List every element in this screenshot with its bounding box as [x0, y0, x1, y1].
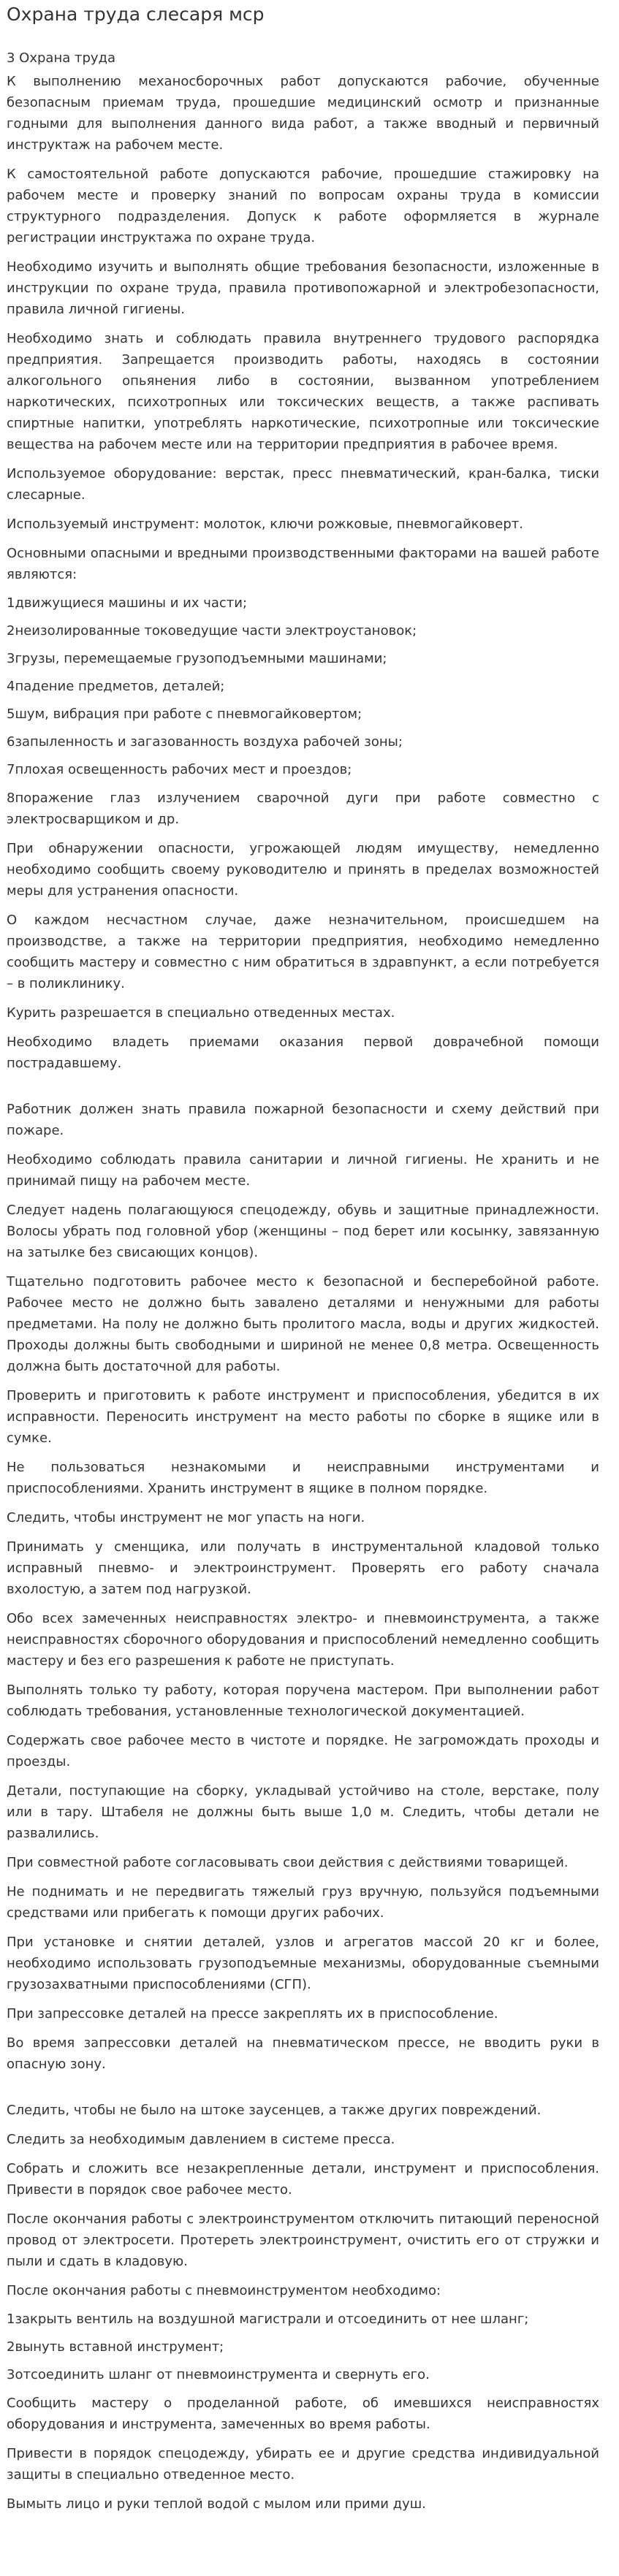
paragraph: При установке и снятии деталей, узлов и агрегатов массой 20 кг и более, необходимо использовать грузоподъемные механизмы, оборудованные съемными грузозахватными приспособлениями (СГП).	[7, 1935, 599, 1992]
paragraph: К выполнению механосборочных работ допускаются рабочие, обученные безопасным приемам труда, прошедшие медицинский осмотр и признанные годными для выполнения данного вида работ, а также вводный и первичный инструктаж на рабочем месте.	[7, 74, 599, 153]
paragraph: Основными опасными и вредными производственными факторами на вашей работе являются:	[7, 546, 599, 582]
paragraph: Необходимо знать и соблюдать правила внутреннего трудового распорядка предприятия. Запрещается производить работы, находясь в состоянии алкогольного опьянения либо в состоянии, вызванном употреблением наркотических, психотропных или токсических веществ, а также распивать спиртные напитки, употреблять наркотические, психотропные или токсические вещества на рабочем месте или на территории предприятия в рабочее время.	[7, 331, 599, 452]
section-heading: 3 Охрана труда	[7, 50, 116, 66]
paragraph: Собрать и сложить все незакрепленные детали, инструмент и приспособления. Привести в порядок свое рабочее место.	[7, 2161, 599, 2198]
paragraph: Выполнять только ту работу, которая поручена мастером. При выполнении работ соблюдать требования, установленные технологической документацией.	[7, 1683, 599, 1719]
paragraph: Тщательно подготовить рабочее место к безопасной и бесперебойной работе. Рабочее место не должно быть завалено деталями и ненужными для работы предметами. На полу не должно быть пролитого масла, воды и других жидкостей. Проходы должны быть свободными и шириной не менее 0,8 метра. Освещенность должна быть достаточной для работы.	[7, 1274, 599, 1374]
paragraph: Используемый инструмент: молоток, ключи рожковые, пневмогайковерт.	[7, 517, 523, 532]
page-title: Охрана труда слесаря мср	[7, 4, 265, 25]
list-item: 5шум, вибрация при работе с пневмогайковертом;	[7, 706, 362, 722]
paragraph: При совместной работе согласовывать свои действия с действиями товарищей.	[7, 1855, 569, 1870]
paragraph: Используемое оборудование: верстак, пресс пневматический, кран-балка, тиски слесарные.	[7, 466, 599, 503]
paragraph: К самостоятельной работе допускаются рабочие, прошедшие стажировку на рабочем месте и проверку знаний по вопросам охраны труда в комиссии структурного подразделения. Допуск к работе оформляется в журнале регистрации инструктажа по охране труда.	[7, 167, 599, 245]
paragraph: При запрессовке деталей на прессе закреплять их в приспособление.	[7, 2006, 498, 2021]
paragraph: Принимать у сменщика, или получать в инструментальной кладовой только исправный пневмо- и электроинструмент. Проверять его работу сначала вхолостую, а затем под нагрузкой.	[7, 1539, 599, 1597]
paragraph: О каждом несчастном случае, даже незначительном, происшедшем на производстве, а также на территории предприятия, необходимо немедленно сообщить мастеру и совместно с ним обратиться в здравпункт, а если потребуется – в поликлинику.	[7, 912, 599, 991]
paragraph: После окончания работы с пневмоинструментом необходимо:	[7, 2283, 441, 2298]
paragraph: Привести в порядок спецодежду, убирать ее и другие средства индивидуальной защиты в специально отведенное место.	[7, 2446, 599, 2482]
list-item: 1закрыть вентиль на воздушной магистрали и отсоединить от нее шланг;	[7, 2312, 529, 2327]
list-item: 3грузы, перемещаемые грузоподъемными машинами;	[7, 651, 387, 666]
paragraph: Следить, чтобы инструмент не мог упасть на ноги.	[7, 1510, 365, 1525]
paragraph: Следить, чтобы не было на штоке заусенцев, а также других повреждений.	[7, 2103, 542, 2118]
list-item: 1движущиеся машины и их части;	[7, 595, 248, 611]
paragraph: Во время запрессовки деталей на пневматическом прессе, не вводить руки в опасную зону.	[7, 2035, 599, 2072]
paragraph: Необходимо соблюдать правила санитарии и личной гигиены. Не хранить и не принимай пищу на рабочем месте.	[7, 1152, 599, 1189]
paragraph: Детали, поступающие на сборку, укладывай устойчиво на столе, верстаке, полу или в тару. Штабеля не должны быть выше 1,0 м. Следить, чтобы детали не развалились.	[7, 1783, 599, 1841]
paragraph: Не пользоваться незнакомыми и неисправными инструментами и приспособлениями. Хранить инструмент в ящике в полном порядке.	[7, 1460, 599, 1496]
paragraph: Проверить и приготовить к работе инструмент и приспособления, убедится в их исправности. Переносить инструмент на место работы по сборке в ящике или в сумке.	[7, 1388, 599, 1446]
paragraph: Не поднимать и не передвигать тяжелый груз вручную, пользуйся подъемными средствами или прибегать к помощи других рабочих.	[7, 1884, 599, 1921]
paragraph: Содержать свое рабочее место в чистоте и порядке. Не загромождать проходы и проезды.	[7, 1733, 599, 1769]
paragraph: Следить за необходимым давлением в системе пресса.	[7, 2132, 395, 2147]
paragraph: Необходимо владеть приемами оказания первой доврачебной помощи пострадавшему.	[7, 1034, 599, 1071]
list-item: 2неизолированные токоведущие части электроустановок;	[7, 623, 417, 639]
paragraph: Следует надень полагающуюся спецодежду, обувь и защитные принадлежности. Волосы убрать под головной убор (женщины – под берет или косынку, завязанную на затылке без свисающих концов).	[7, 1203, 599, 1260]
paragraph: При обнаружении опасности, угрожающей людям имуществу, немедленно необходимо сообщить своему руководителю и принять в пределах возможностей меры для устранения опасности.	[7, 841, 599, 899]
paragraph: Необходимо изучить и выполнять общие требования безопасности, изложенные в инструкции по охране труда, правила противопожарной и электробезопасности, правила личной гигиены.	[7, 259, 599, 317]
list-item: 7плохая освещенность рабочих мест и проездов;	[7, 762, 352, 777]
paragraph: Вымыть лицо и руки теплой водой с мылом или прими душ.	[7, 2496, 426, 2512]
paragraph: Курить разрешается в специально отведенных местах.	[7, 1005, 395, 1021]
list-item: 8поражение глаз излучением сварочной дуги при работе совместно с электросварщиком и др.	[7, 790, 599, 827]
paragraph: Сообщить мастеру о проделанной работе, об имевшихся неисправностях оборудования и инструмента, замеченных во время работы.	[7, 2396, 599, 2432]
list-item: 3отсоединить шланг от пневмоинструмента и свернуть его.	[7, 2367, 430, 2382]
list-item: 4падение предметов, деталей;	[7, 679, 225, 694]
paragraph: Работник должен знать правила пожарной безопасности и схему действий при пожаре.	[7, 1102, 599, 1138]
list-item: 2вынуть вставной инструмент;	[7, 2339, 224, 2355]
paragraph: После окончания работы с электроинструментом отключить питающий переносной провод от электросети. Протереть электроинструмент, очистить его от стружки и пыли и сдать в кладовую.	[7, 2211, 599, 2269]
paragraph: Обо всех замеченных неисправностях электро- и пневмоинструмента, а также неисправностях сборочного оборудования и приспособлений немедленно сообщить мастеру и без его разрешения к работе не приступать.	[7, 1611, 599, 1669]
list-item: 6запыленность и загазованность воздуха рабочей зоны;	[7, 734, 403, 750]
